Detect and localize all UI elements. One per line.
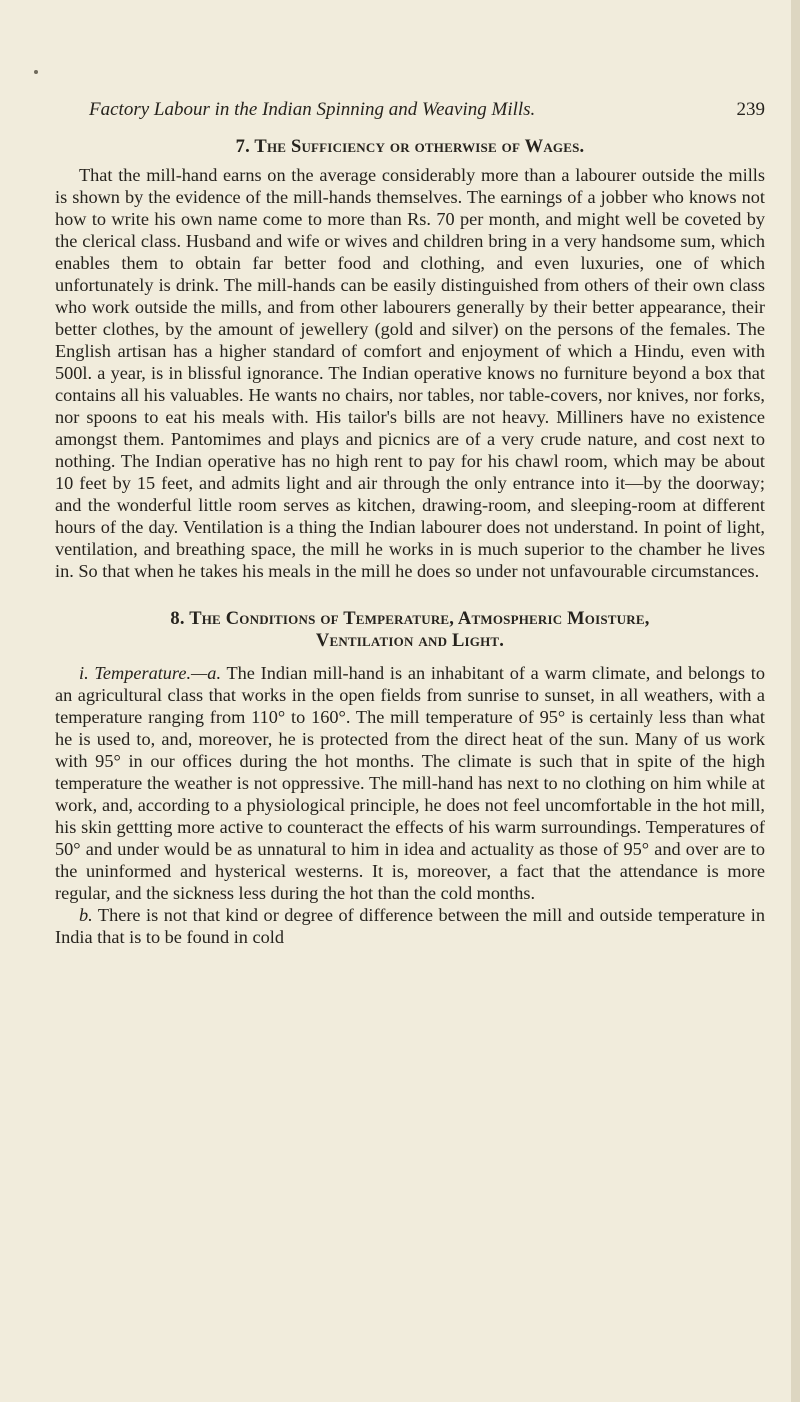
section-8-heading-line1: 8. The Conditions of Temperature, Atmospheric Moisture,	[170, 609, 650, 629]
temperature-paragraph-b	[55, 904, 765, 948]
paragraph-b-label: b.	[79, 905, 93, 925]
section-8-heading-line2: Ventilation and Light.	[315, 631, 505, 651]
running-head	[55, 98, 765, 122]
page-number: 239	[736, 99, 765, 120]
running-title: Factory Labour in the Indian Spinning and Weaving Mills.	[89, 99, 536, 120]
section-7-heading-text: 7. The Sufficiency or otherwise of Wages.	[235, 137, 585, 157]
temperature-paragraph-b-text: There is not that kind or degree of difference between the mill and outside temperature in India that is to be found in cold	[55, 905, 765, 947]
page-content	[55, 98, 765, 948]
section-7-paragraph: That the mill-hand earns on the average considerably more than a labourer outside the mills is shown by the evidence of the mill-hands themselves. The earnings of a jobber who knows not how to write his own name come to more than Rs. 70 per month, and might well be coveted by the clerical class. Husband and wife or wives and children bring in a very handsome sum, which enables them to obtain far better food and clothing, and even luxuries, one of which unfortunately is drink. The mill-hands can be easily distinguished from others of their own class who work outside the mills, and from other labourers generally by their better appearance, their better clothes, by the amount of jewellery (gold and silver) on the persons of the females. The English artisan has a higher standard of comfort and enjoyment of which a Hindu, even with 500l. a year, is in blissful ignorance. The Indian operative knows no furniture beyond a box that contains all his valuables. He wants no chairs, nor tables, nor table-covers, nor knives, nor forks, nor spoons to eat his meals with. His tailor's bills are not heavy. Milliners have no existence amongst them. Pantomimes and plays and picnics are of a very crude nature, and cost next to nothing. The Indian operative has no high rent to pay for his chawl room, which may be about 10 feet by 15 feet, and admits light and air through the only entrance into it—by the doorway; and the wonderful little room serves as kitchen, drawing-room, and sleeping-room at different hours of the day. Ventilation is a thing the Indian labourer does not understand. In point of light, ventilation, and breathing space, the mill he works in is much superior to the chamber he lives in. So that when he takes his meals in the mill he does so under not unfavourable circumstances.	[55, 165, 765, 581]
temperature-paragraph-a-text: The Indian mill-hand is an inhabitant of a warm climate, and belongs to an agricultural class that works in the open fields from sunrise to sunset, in all weathers, with a temperature ranging from 110° to 160°. The mill temperature of 95° is certainly less than what he is used to, and, moreover, he is protected from the direct heat of the sun. Many of us work with 95° in our offices during the hot months. The climate is such that in spite of the high temperature the weather is not oppressive. The mill-hand has next to no clothing on him while at work, and, according to a physiological principle, he does not feel uncomfortable in the hot mill, his skin gettting more active to counteract the effects of his warm surroundings. Temperatures of 50° and under would be as unnatural to him in idea and actuality as those of 95° and over are to the uninformed and hysterical westerns. It is, moreover, a fact that the attendance is more regular, and the sickness less during the hot than the cold months.	[55, 663, 766, 903]
page-edge	[791, 0, 800, 1402]
ink-speck	[34, 70, 38, 74]
temperature-label: i. Temperature.—a.	[79, 663, 222, 683]
section-8-heading	[55, 608, 765, 652]
section-7-heading	[55, 136, 765, 158]
temperature-paragraph-a	[55, 662, 765, 904]
